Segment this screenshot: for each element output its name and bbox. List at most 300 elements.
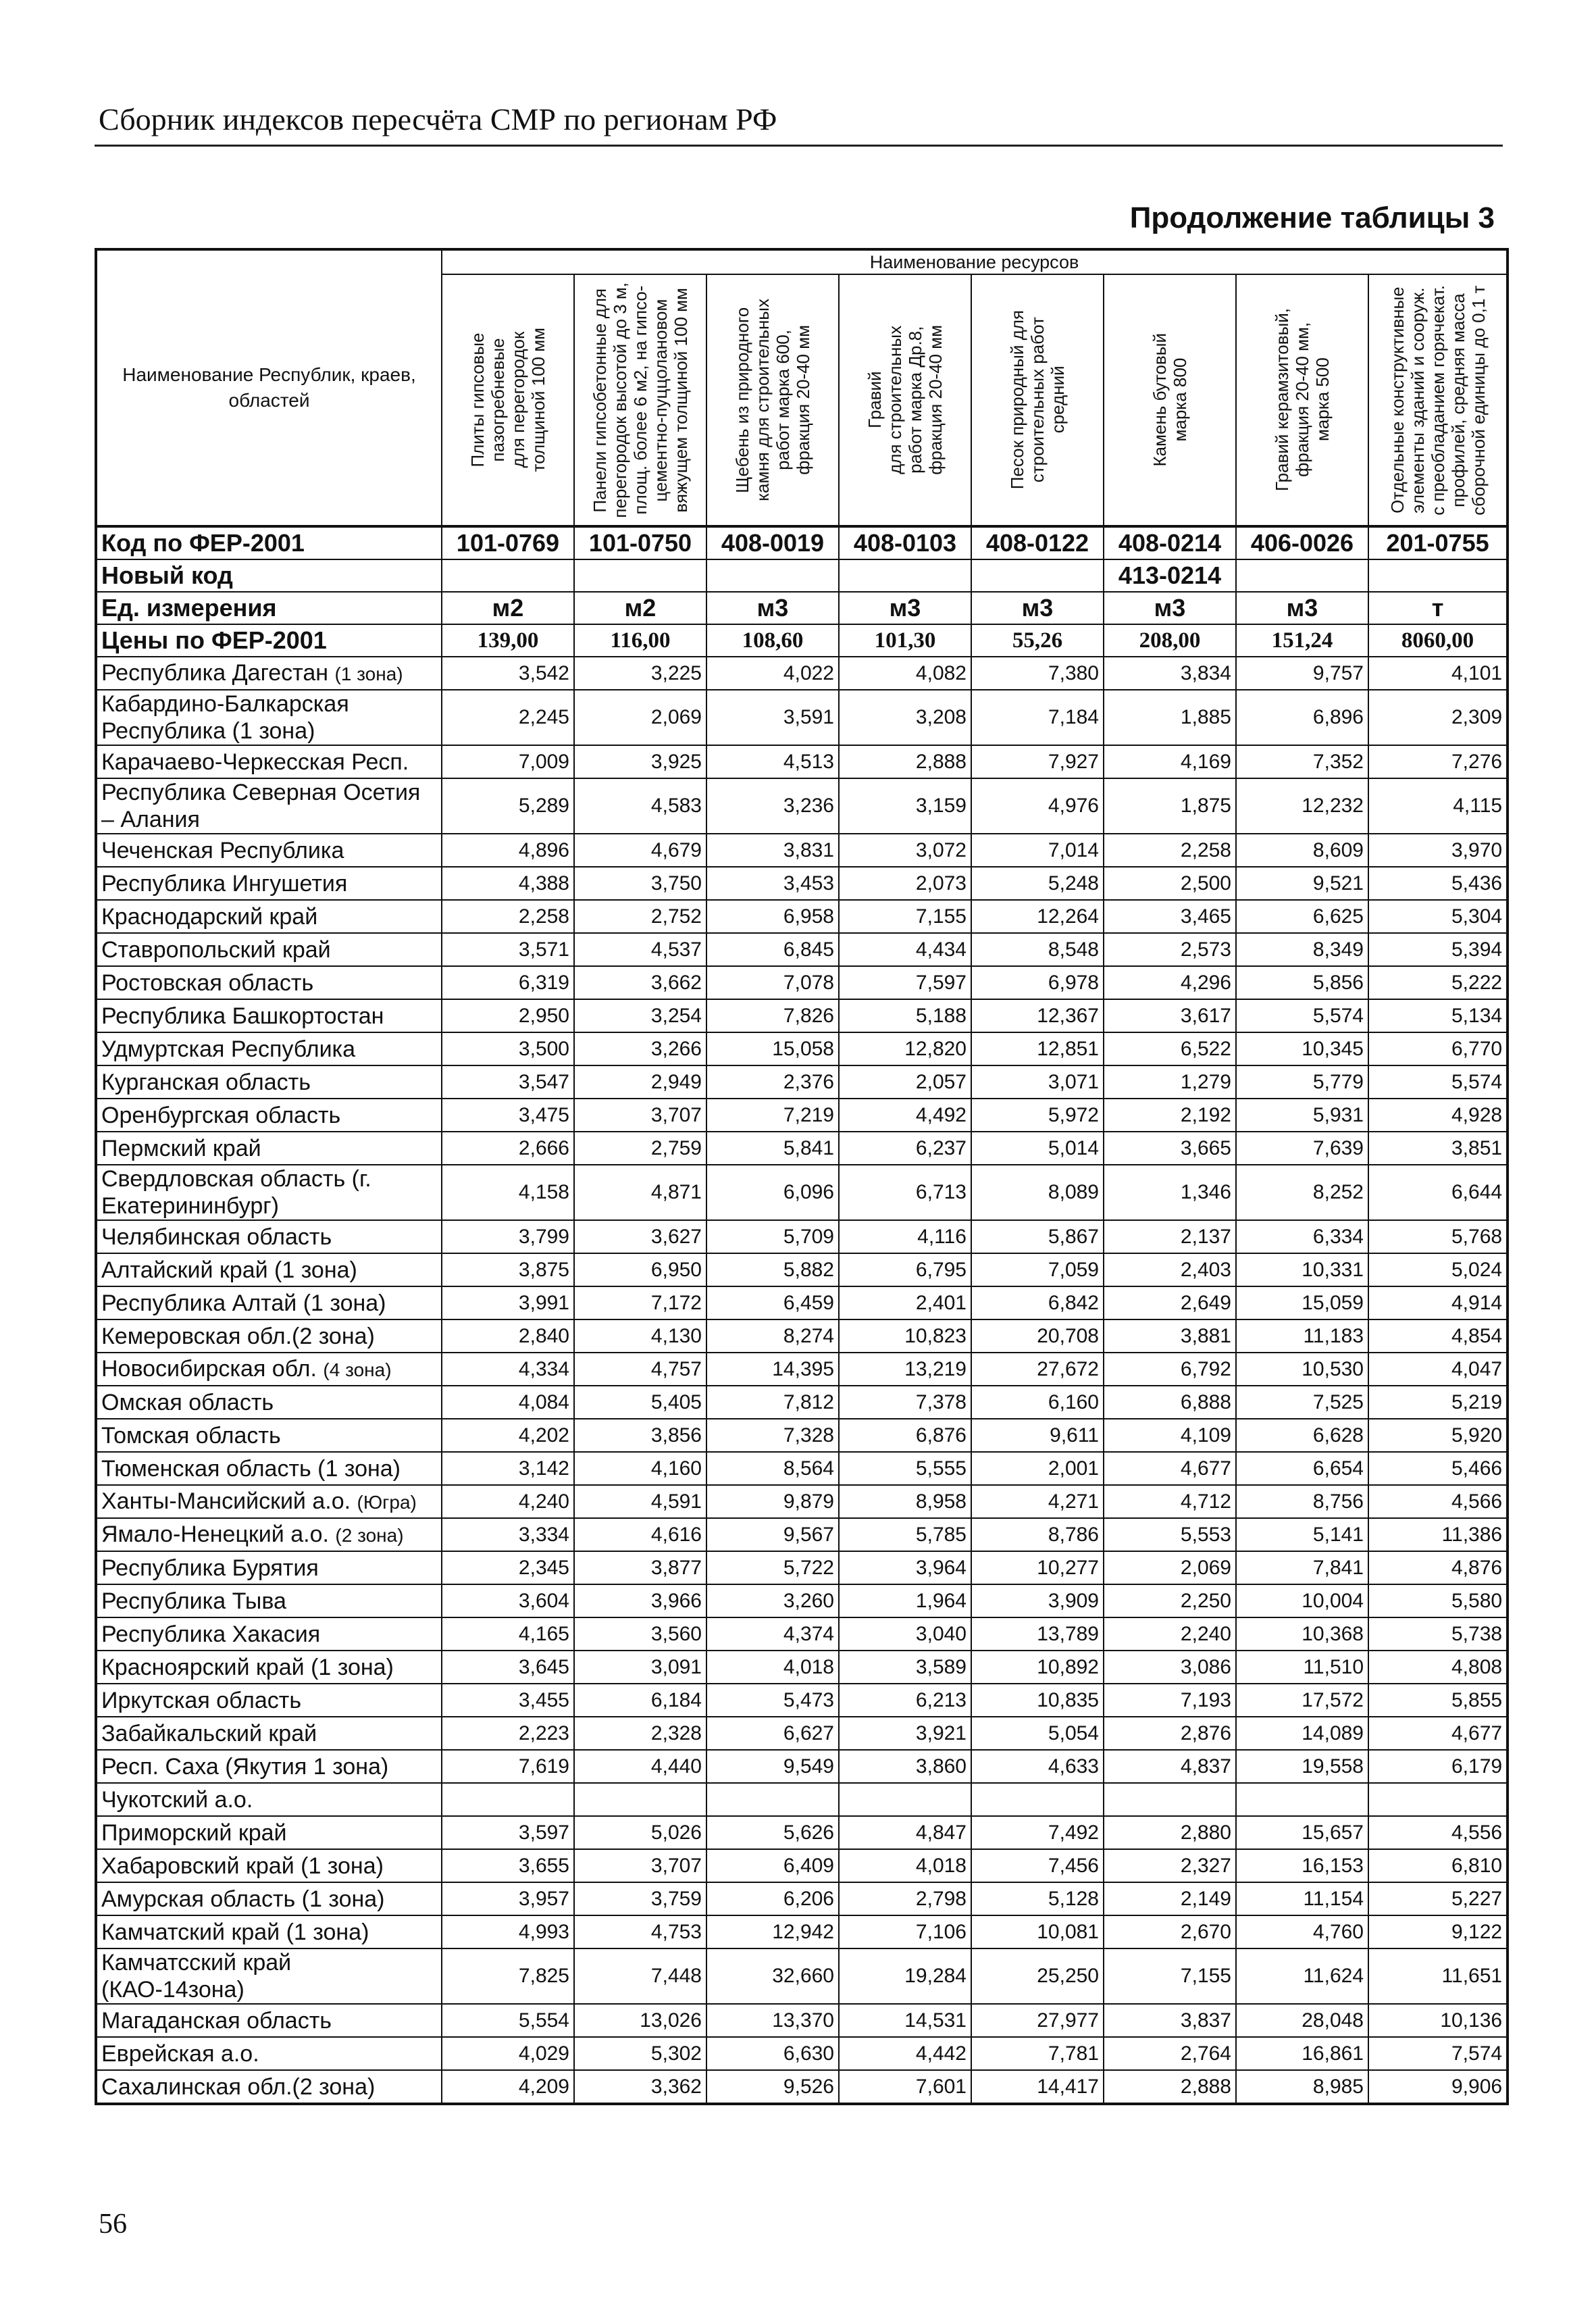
table-row: [96, 1353, 1508, 1386]
index-cell: 7,009: [442, 745, 574, 778]
index-cell: 4,158: [442, 1165, 574, 1220]
index-cell: 2,573: [1104, 933, 1236, 966]
index-cell: 11,183: [1236, 1319, 1368, 1353]
table-row: [96, 2070, 1508, 2104]
index-cell: 7,172: [574, 1286, 706, 1319]
index-cell: 7,574: [1368, 2037, 1508, 2070]
index-cell: 6,213: [839, 1684, 971, 1717]
region-name: [96, 834, 442, 867]
index-cell: [1104, 1783, 1236, 1816]
index-cell: 4,760: [1236, 1915, 1368, 1948]
table-row: [96, 1651, 1508, 1684]
region-name-text: Магаданская область: [101, 2007, 332, 2034]
index-cell: 4,209: [442, 2070, 574, 2104]
index-cell: 3,254: [574, 999, 706, 1032]
index-cell: 2,309: [1368, 690, 1508, 745]
index-cell: 8,958: [839, 1485, 971, 1518]
index-cell: 13,026: [574, 2004, 706, 2037]
table-row: [96, 867, 1508, 900]
index-cell: 10,835: [971, 1684, 1104, 1717]
table-row: [96, 900, 1508, 933]
table-row: [96, 1717, 1508, 1750]
index-cell: 13,219: [839, 1353, 971, 1386]
region-name: [96, 1617, 442, 1651]
index-cell: 5,219: [1368, 1386, 1508, 1419]
table-row: [96, 745, 1508, 778]
region-name: [96, 778, 442, 834]
index-cell: 3,475: [442, 1099, 574, 1132]
region-name-text: Сахалинская обл.(2 зона): [101, 2073, 376, 2100]
region-name: [96, 1518, 442, 1551]
table-row: [96, 1816, 1508, 1849]
index-cell: 3,707: [574, 1099, 706, 1132]
index-cell: 4,374: [706, 1617, 839, 1651]
index-cell: 10,823: [839, 1319, 971, 1353]
index-table: [95, 248, 1509, 2105]
table-row: [96, 1452, 1508, 1485]
index-cell: 13,370: [706, 2004, 839, 2037]
index-cell: 3,334: [442, 1518, 574, 1551]
table-row: [96, 1132, 1508, 1165]
index-cell: 5,553: [1104, 1518, 1236, 1551]
index-cell: 1,279: [1104, 1065, 1236, 1099]
index-cell: 5,882: [706, 1253, 839, 1286]
index-cell: 7,378: [839, 1386, 971, 1419]
index-cell: 16,861: [1236, 2037, 1368, 2070]
index-cell: 3,856: [574, 1419, 706, 1452]
fer-code-row: [96, 526, 1508, 559]
fer-code-row-cell: 408-0103: [839, 526, 971, 559]
region-name-text: Респ. Саха (Якутия 1 зона): [101, 1753, 389, 1780]
price-row-cell: 116,00: [574, 624, 706, 657]
index-cell: 4,556: [1368, 1816, 1508, 1849]
index-cell: 3,909: [971, 1584, 1104, 1617]
new-code-row: [96, 559, 1508, 592]
table-row: [96, 1750, 1508, 1783]
index-cell: 17,572: [1236, 1684, 1368, 1717]
index-cell: 7,219: [706, 1099, 839, 1132]
index-cell: 4,976: [971, 778, 1104, 834]
region-name-text: Омская область: [101, 1389, 274, 1415]
index-cell: 5,574: [1236, 999, 1368, 1032]
region-note: (4 зона): [323, 1359, 392, 1380]
new-code-row-label: Новый код: [96, 559, 442, 592]
index-cell: 10,004: [1236, 1584, 1368, 1617]
index-cell: 4,271: [971, 1485, 1104, 1518]
table-row: [96, 834, 1508, 867]
region-name-text: Новосибирская обл.: [101, 1355, 317, 1382]
new-code-row-cell: [971, 559, 1104, 592]
price-row-cell: 101,30: [839, 624, 971, 657]
region-name: [96, 1584, 442, 1617]
unit-row-cell: м2: [574, 592, 706, 624]
index-cell: 4,018: [706, 1651, 839, 1684]
unit-row-cell: м3: [1104, 592, 1236, 624]
index-cell: 3,662: [574, 966, 706, 999]
region-name: [96, 1750, 442, 1783]
index-cell: 4,757: [574, 1353, 706, 1386]
table-row: [96, 933, 1508, 966]
index-cell: 4,116: [839, 1220, 971, 1253]
index-cell: 3,500: [442, 1032, 574, 1065]
region-name-text: Республика Тыва: [101, 1588, 286, 1614]
region-name-text: Оренбургская область: [101, 1102, 341, 1128]
index-cell: 3,040: [839, 1617, 971, 1651]
index-cell: 5,626: [706, 1816, 839, 1849]
index-cell: 2,327: [1104, 1849, 1236, 1882]
resources-group-header: Наименование ресурсов: [442, 249, 1508, 274]
resource-header-label: Камень бутовый марка 800: [1150, 333, 1190, 467]
index-cell: 14,417: [971, 2070, 1104, 2104]
index-cell: 6,184: [574, 1684, 706, 1717]
index-cell: 5,227: [1368, 1882, 1508, 1915]
index-cell: 5,302: [574, 2037, 706, 2070]
index-cell: 10,892: [971, 1651, 1104, 1684]
index-cell: 6,334: [1236, 1220, 1368, 1253]
index-cell: 2,258: [442, 900, 574, 933]
index-cell: 5,920: [1368, 1419, 1508, 1452]
index-cell: 4,679: [574, 834, 706, 867]
index-cell: 2,840: [442, 1319, 574, 1353]
price-row-cell: 8060,00: [1368, 624, 1508, 657]
price-row-cell: 139,00: [442, 624, 574, 657]
index-cell: 9,879: [706, 1485, 839, 1518]
resource-header-label: Щебень из природного камня для строительных работ марка 600, фракция 20-40 мм: [732, 299, 813, 501]
index-cell: 11,386: [1368, 1518, 1508, 1551]
index-cell: 2,666: [442, 1132, 574, 1165]
index-cell: 3,362: [574, 2070, 706, 2104]
index-cell: 7,927: [971, 745, 1104, 778]
index-cell: 3,604: [442, 1584, 574, 1617]
table-row: [96, 1948, 1508, 2004]
index-cell: 7,639: [1236, 1132, 1368, 1165]
resource-header: [971, 274, 1104, 526]
region-name-text: Свердловская область (г. Екатерининбург): [101, 1166, 371, 1219]
index-cell: 8,985: [1236, 2070, 1368, 2104]
region-name-text: Иркутская область: [101, 1687, 302, 1713]
index-cell: 4,130: [574, 1319, 706, 1353]
index-cell: 5,436: [1368, 867, 1508, 900]
fer-code-row-cell: 408-0019: [706, 526, 839, 559]
region-name-text: Камчатский край (1 зона): [101, 1919, 369, 1945]
region-name: [96, 1452, 442, 1485]
index-cell: 3,266: [574, 1032, 706, 1065]
index-cell: 6,625: [1236, 900, 1368, 933]
index-cell: 2,069: [1104, 1551, 1236, 1584]
index-cell: 4,492: [839, 1099, 971, 1132]
index-cell: 4,876: [1368, 1551, 1508, 1584]
region-name-text: Приморский край: [101, 1819, 287, 1846]
index-cell: 4,082: [839, 657, 971, 690]
index-cell: 4,712: [1104, 1485, 1236, 1518]
region-name: [96, 1132, 442, 1165]
unit-row-label: Ед. измерения: [96, 592, 442, 624]
index-cell: 2,001: [971, 1452, 1104, 1485]
region-name: [96, 1386, 442, 1419]
index-cell: 2,376: [706, 1065, 839, 1099]
header-rule: [95, 145, 1503, 147]
resource-header: [1368, 274, 1508, 526]
region-name: [96, 1319, 442, 1353]
new-code-row-cell: [839, 559, 971, 592]
index-cell: 4,537: [574, 933, 706, 966]
index-cell: 3,560: [574, 1617, 706, 1651]
index-cell: 7,184: [971, 690, 1104, 745]
index-cell: 7,456: [971, 1849, 1104, 1882]
index-cell: 8,564: [706, 1452, 839, 1485]
index-cell: 8,349: [1236, 933, 1368, 966]
index-cell: 2,888: [1104, 2070, 1236, 2104]
region-name: [96, 745, 442, 778]
index-cell: 7,193: [1104, 1684, 1236, 1717]
table-row: [96, 1319, 1508, 1353]
index-cell: 7,825: [442, 1948, 574, 2004]
region-name: [96, 1220, 442, 1253]
index-cell: 4,677: [1368, 1717, 1508, 1750]
region-name: [96, 1551, 442, 1584]
index-cell: 5,555: [839, 1452, 971, 1485]
index-cell: 3,881: [1104, 1319, 1236, 1353]
resource-header-label: Плиты гипсовые пазогребневые для перегородок толщиной 100 мм: [467, 328, 548, 472]
fer-code-row-cell: 201-0755: [1368, 526, 1508, 559]
index-cell: 6,522: [1104, 1032, 1236, 1065]
index-cell: 4,837: [1104, 1750, 1236, 1783]
index-cell: 4,808: [1368, 1651, 1508, 1684]
index-cell: 2,137: [1104, 1220, 1236, 1253]
index-cell: 3,465: [1104, 900, 1236, 933]
index-cell: 15,657: [1236, 1816, 1368, 1849]
region-name-text: Амурская область (1 зона): [101, 1886, 385, 1912]
region-name-text: Краснодарский край: [101, 903, 318, 930]
index-cell: 4,847: [839, 1816, 971, 1849]
index-cell: 5,785: [839, 1518, 971, 1551]
region-name: [96, 999, 442, 1032]
index-cell: 28,048: [1236, 2004, 1368, 2037]
index-cell: [706, 1783, 839, 1816]
new-code-row-cell: [574, 559, 706, 592]
table-row: [96, 1783, 1508, 1816]
index-cell: 5,931: [1236, 1099, 1368, 1132]
fer-code-row-cell: 101-0769: [442, 526, 574, 559]
index-cell: 3,086: [1104, 1651, 1236, 1684]
index-cell: 3,542: [442, 657, 574, 690]
resource-header: [1104, 274, 1236, 526]
region-name-text: Хабаровский край (1 зона): [101, 1853, 384, 1879]
index-cell: 4,513: [706, 745, 839, 778]
index-cell: 9,122: [1368, 1915, 1508, 1948]
price-row-cell: 151,24: [1236, 624, 1368, 657]
index-cell: 3,208: [839, 690, 971, 745]
price-row-cell: 55,26: [971, 624, 1104, 657]
region-name-text: Карачаево-Черкесская Респ.: [101, 749, 409, 775]
index-cell: 4,616: [574, 1518, 706, 1551]
index-cell: 27,672: [971, 1353, 1104, 1386]
index-cell: 2,403: [1104, 1253, 1236, 1286]
index-cell: 9,567: [706, 1518, 839, 1551]
index-cell: 11,510: [1236, 1651, 1368, 1684]
index-cell: 5,188: [839, 999, 971, 1032]
region-name: [96, 1849, 442, 1882]
index-cell: 3,970: [1368, 834, 1508, 867]
index-cell: 5,248: [971, 867, 1104, 900]
resource-header-label: Панели гипсобетонные для перегородок высотой до 3 м, площ. более 6 м2, на гипсо- цементно-пуццолановом вяжущем толщиной 100 мм: [590, 282, 691, 518]
index-cell: 4,240: [442, 1485, 574, 1518]
index-cell: 9,906: [1368, 2070, 1508, 2104]
index-cell: 2,192: [1104, 1099, 1236, 1132]
region-name-text: Чеченская Республика: [101, 837, 344, 863]
index-cell: 3,627: [574, 1220, 706, 1253]
unit-row-cell: м3: [1236, 592, 1368, 624]
index-cell: 6,459: [706, 1286, 839, 1319]
table-row: [96, 1849, 1508, 1882]
index-cell: 5,574: [1368, 1065, 1508, 1099]
index-cell: 4,334: [442, 1353, 574, 1386]
index-cell: 3,236: [706, 778, 839, 834]
index-cell: 3,645: [442, 1651, 574, 1684]
index-cell: 5,867: [971, 1220, 1104, 1253]
region-name: [96, 966, 442, 999]
index-cell: 8,756: [1236, 1485, 1368, 1518]
index-cell: 6,713: [839, 1165, 971, 1220]
index-cell: 7,597: [839, 966, 971, 999]
index-cell: 2,250: [1104, 1584, 1236, 1617]
region-name-text: Республика Дагестан: [101, 659, 329, 686]
index-cell: 4,115: [1368, 778, 1508, 834]
table-row: [96, 1684, 1508, 1717]
index-cell: 7,492: [971, 1816, 1104, 1849]
index-cell: 5,466: [1368, 1452, 1508, 1485]
region-column-header: Наименование Республик, краев, областей: [96, 249, 442, 526]
index-cell: 6,795: [839, 1253, 971, 1286]
index-cell: 5,580: [1368, 1584, 1508, 1617]
index-cell: 27,977: [971, 2004, 1104, 2037]
table-row: [96, 1551, 1508, 1584]
index-cell: 3,665: [1104, 1132, 1236, 1165]
index-cell: 3,964: [839, 1551, 971, 1584]
region-name-text: Чукотский а.о.: [101, 1786, 253, 1813]
unit-row-cell: м3: [839, 592, 971, 624]
region-name: [96, 1948, 442, 2004]
region-name: [96, 2070, 442, 2104]
index-cell: 4,854: [1368, 1319, 1508, 1353]
index-cell: 14,089: [1236, 1717, 1368, 1750]
index-cell: 2,069: [574, 690, 706, 745]
index-cell: 19,558: [1236, 1750, 1368, 1783]
index-cell: 5,709: [706, 1220, 839, 1253]
region-name: [96, 1419, 442, 1452]
index-cell: 7,448: [574, 1948, 706, 2004]
price-row-label: Цены по ФЕР-2001: [96, 624, 442, 657]
region-name: [96, 657, 442, 690]
index-cell: 2,401: [839, 1286, 971, 1319]
index-cell: 3,597: [442, 1816, 574, 1849]
price-row: [96, 624, 1508, 657]
index-cell: 7,525: [1236, 1386, 1368, 1419]
table-row: [96, 1220, 1508, 1253]
resource-header-label: Гравий для строительных работ марка Др.8, фракция 20-40 мм: [865, 325, 946, 475]
index-cell: 2,880: [1104, 1816, 1236, 1849]
index-cell: 3,225: [574, 657, 706, 690]
region-name: [96, 1253, 442, 1286]
region-name-text: Пермский край: [101, 1135, 261, 1161]
index-cell: 8,274: [706, 1319, 839, 1353]
index-cell: 12,942: [706, 1915, 839, 1948]
region-name-text: Республика Алтай (1 зона): [101, 1290, 386, 1316]
index-cell: 4,583: [574, 778, 706, 834]
index-cell: 11,624: [1236, 1948, 1368, 2004]
index-cell: 7,059: [971, 1253, 1104, 1286]
region-name-text: Республика Башкортостан: [101, 1003, 384, 1029]
index-cell: 3,589: [839, 1651, 971, 1684]
index-cell: 3,966: [574, 1584, 706, 1617]
running-header: Сборник индексов пересчёта СМР по регионам РФ: [99, 102, 777, 136]
index-cell: 5,394: [1368, 933, 1508, 966]
region-name: [96, 1286, 442, 1319]
region-name: [96, 1065, 442, 1099]
index-cell: 8,786: [971, 1518, 1104, 1551]
index-cell: 5,014: [971, 1132, 1104, 1165]
index-cell: 10,081: [971, 1915, 1104, 1948]
index-cell: 4,566: [1368, 1485, 1508, 1518]
region-name-text: Удмуртская Республика: [101, 1036, 356, 1062]
region-name: [96, 690, 442, 745]
index-cell: 2,223: [442, 1717, 574, 1750]
index-cell: 2,888: [839, 745, 971, 778]
unit-row-cell: т: [1368, 592, 1508, 624]
table-row: [96, 1518, 1508, 1551]
index-cell: 3,925: [574, 745, 706, 778]
resource-header: [1236, 274, 1368, 526]
index-cell: 11,154: [1236, 1882, 1368, 1915]
index-cell: 3,091: [574, 1651, 706, 1684]
resource-header-label: Отдельные конструктивные элементы зданий и сооруж. с преобладанием горячекат. профилей, средняя масса сборочной единицы до 0,1 т: [1387, 284, 1489, 515]
region-name-text: Ханты-Мансийский а.о.: [101, 1488, 351, 1514]
index-cell: 19,284: [839, 1948, 971, 2004]
index-cell: 12,264: [971, 900, 1104, 933]
index-cell: 6,770: [1368, 1032, 1508, 1065]
resource-header-label: Песок природный для строительных работ средний: [1007, 310, 1068, 490]
resource-header: [706, 274, 839, 526]
index-cell: 6,237: [839, 1132, 971, 1165]
index-cell: 2,240: [1104, 1617, 1236, 1651]
index-cell: 4,084: [442, 1386, 574, 1419]
index-cell: 6,096: [706, 1165, 839, 1220]
index-cell: 3,991: [442, 1286, 574, 1319]
index-cell: 4,022: [706, 657, 839, 690]
index-cell: 3,860: [839, 1750, 971, 1783]
index-cell: 5,024: [1368, 1253, 1508, 1286]
region-note: (2 зона): [335, 1524, 404, 1546]
region-name-text: Ставропольский край: [101, 936, 331, 963]
index-cell: 3,957: [442, 1882, 574, 1915]
index-cell: 1,875: [1104, 778, 1236, 834]
index-cell: 6,654: [1236, 1452, 1368, 1485]
fer-code-row-cell: 101-0750: [574, 526, 706, 559]
index-cell: 12,851: [971, 1032, 1104, 1065]
table-row: [96, 999, 1508, 1032]
index-cell: 2,057: [839, 1065, 971, 1099]
index-cell: 4,434: [839, 933, 971, 966]
index-cell: 5,222: [1368, 966, 1508, 999]
resource-header-label: Гравий керамзитовый, фракция 20-40 мм, марка 500: [1272, 308, 1333, 492]
index-cell: 6,958: [706, 900, 839, 933]
index-cell: 13,789: [971, 1617, 1104, 1651]
table-continuation-title: Продолжение таблицы 3: [1129, 201, 1495, 234]
index-cell: 10,368: [1236, 1617, 1368, 1651]
table-row: [96, 1419, 1508, 1452]
index-cell: 32,660: [706, 1948, 839, 2004]
index-cell: 3,799: [442, 1220, 574, 1253]
